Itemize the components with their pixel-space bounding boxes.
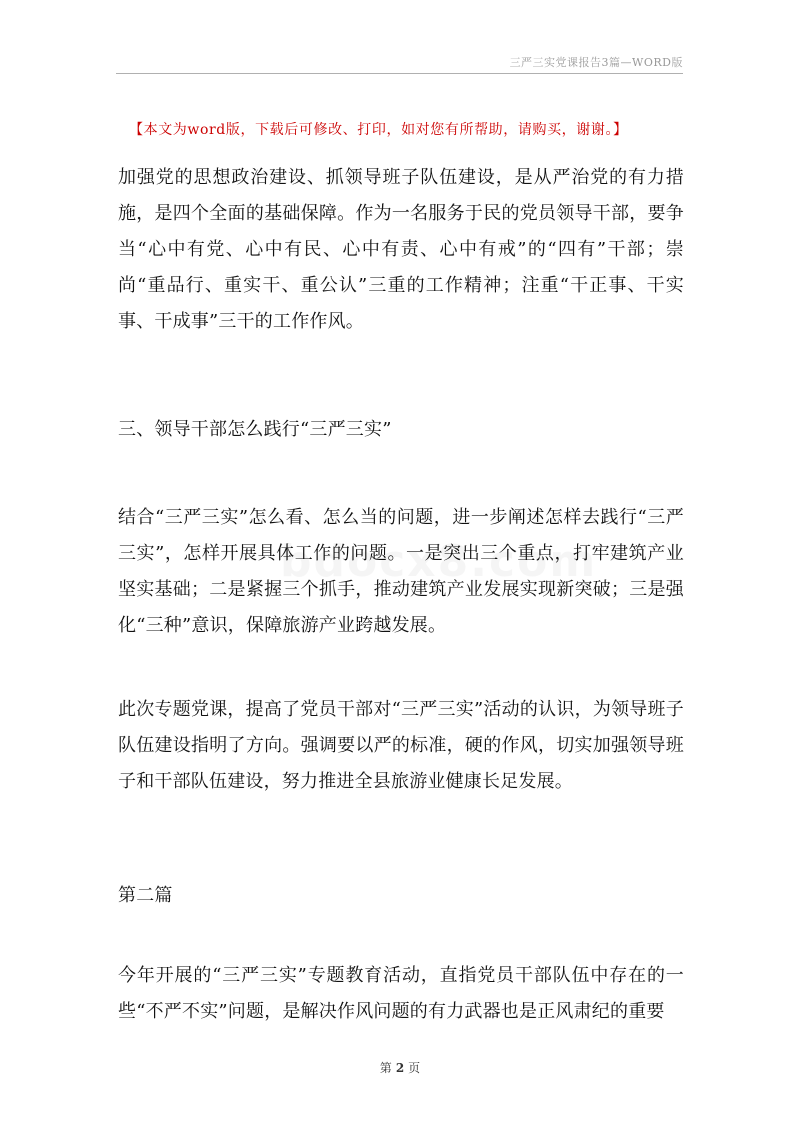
page-footer bbox=[0, 1059, 800, 1076]
section-heading-part-two: 第二篇 bbox=[118, 885, 173, 906]
footer-prefix: 第 bbox=[379, 1061, 392, 1075]
download-notice: 【本文为word版，下载后可修改、打印，如对您有所帮助，请购买，谢谢。】 bbox=[129, 122, 628, 138]
footer-suffix: 页 bbox=[408, 1061, 421, 1075]
paragraph-practice: 结合“三严三实”怎么看、怎么当的问题，进一步阐述怎样去践行“三严三实”，怎样开展具体工作的问题。一是突出三个重点，打牢建筑产业坚实基础；二是紧握三个抓手，推动建筑产业发展实现新突破；三是强化“三种”意识，保障旅游产业跨越发展。 bbox=[118, 507, 684, 636]
paragraph-part-two-start: 今年开展的“三严三实”专题教育活动，直指党员干部队伍中存在的一些“不严不实”问题，是解决作风问题的有力武器也是正风肃纪的重要 bbox=[118, 965, 684, 1022]
paragraph-summary: 此次专题党课，提高了党员干部对“三严三实”活动的认识，为领导班子队伍建设指明了方向。强调要以严的标准，硬的作风，切实加强领导班子和干部队伍建设，努力推进全县旅游业健康长足发展。 bbox=[118, 699, 684, 792]
header-divider bbox=[116, 73, 683, 74]
page-number: 2 bbox=[395, 1061, 405, 1075]
paragraph-intro: 加强党的思想政治建设、抓领导班子队伍建设，是从严治党的有力措施，是四个全面的基础保障。作为一名服务于民的党员领导干部，要争当“心中有党、心中有民、心中有责、心中有戒”的“四有”干部；崇尚“重品行、重实干、重公认”三重的工作精神；注重“干正事、干实事、干成事”三干的工作作风。 bbox=[118, 167, 684, 332]
section-heading-three: 三、领导干部怎么践行“三严三实” bbox=[118, 419, 392, 440]
page-header: 三严三实党课报告3篇—WORD版 bbox=[509, 56, 683, 69]
